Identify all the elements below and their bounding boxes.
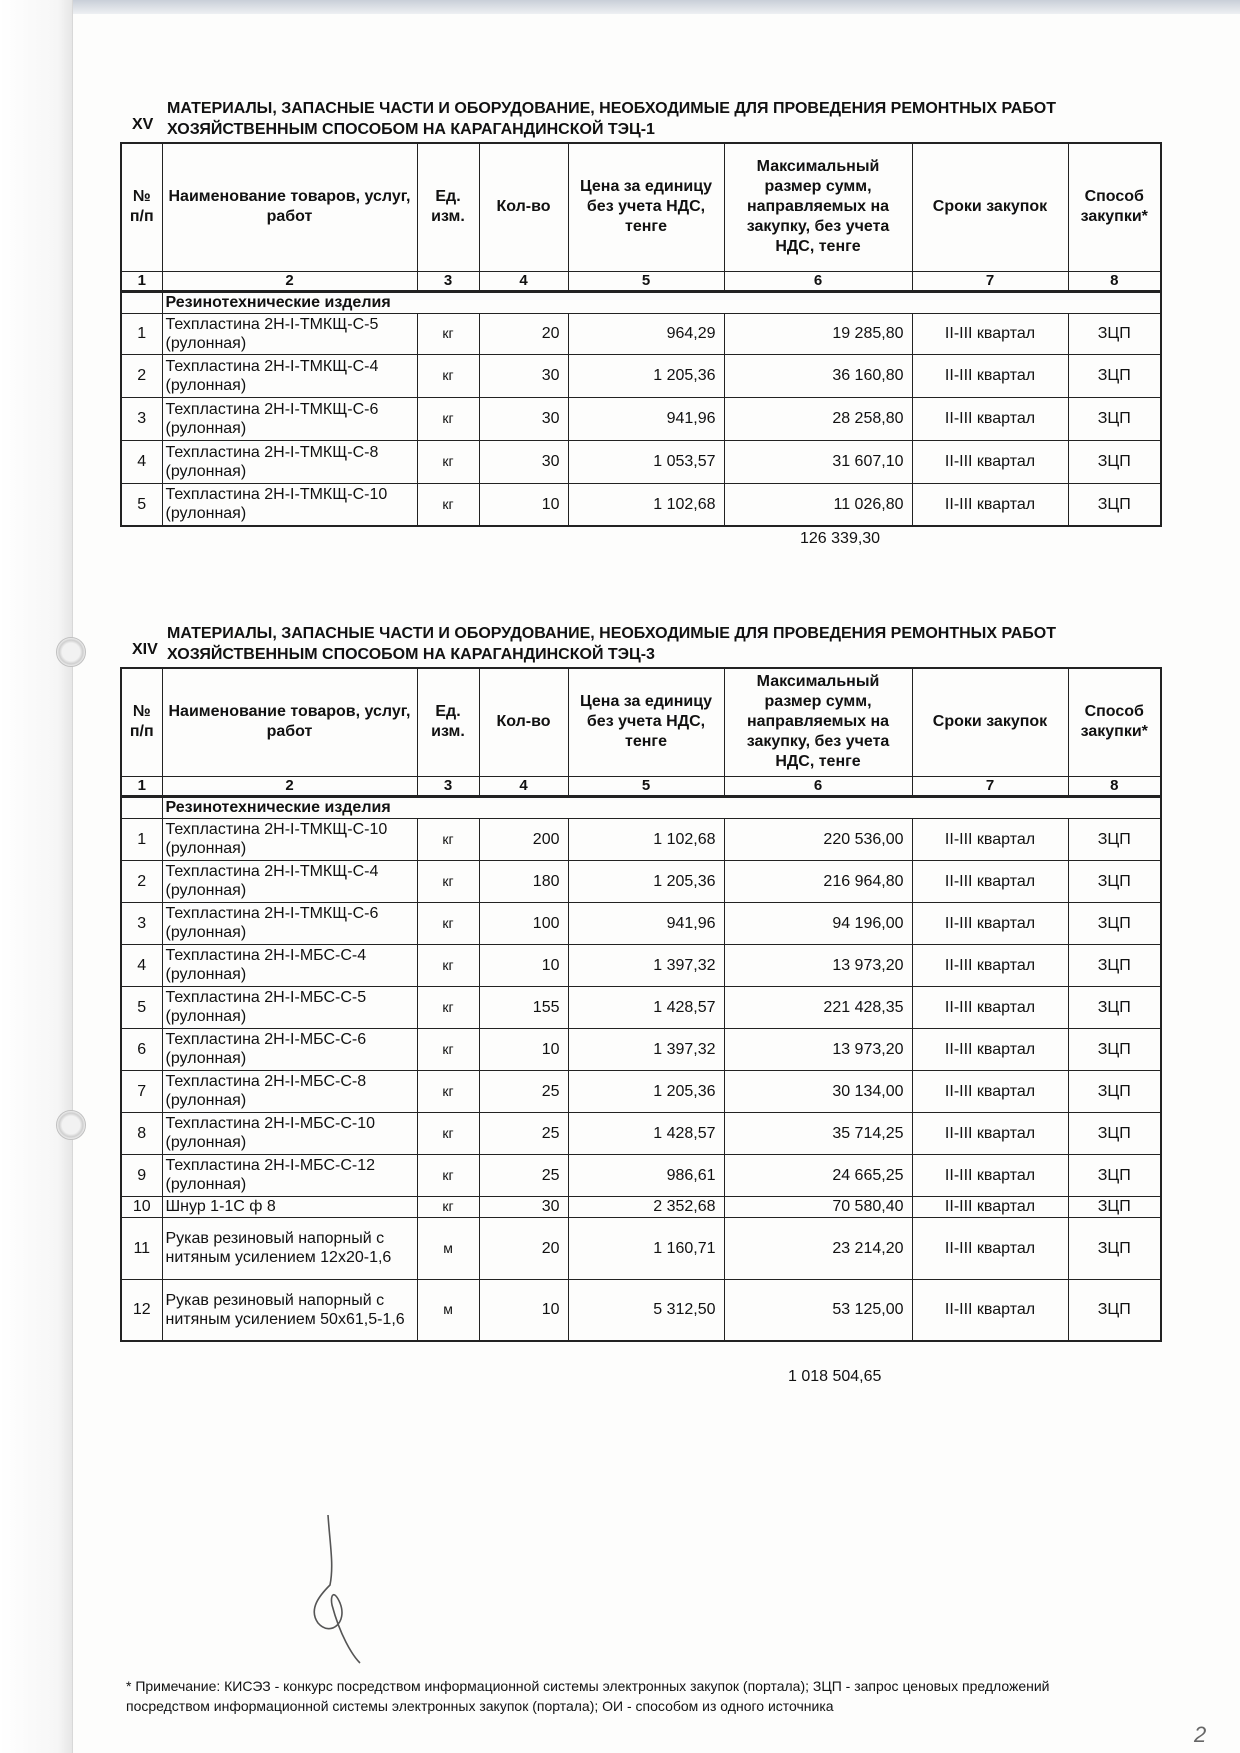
item-name: Техпластина 2Н-I-МБС-С-10 (рулонная) [162, 1112, 417, 1154]
col-period-header: Сроки закупок [912, 668, 1068, 776]
item-method: ЗЦП [1068, 313, 1161, 354]
table-row [121, 440, 1161, 483]
item-period: II-III квартал [912, 1070, 1068, 1112]
item-unit: кг [417, 860, 479, 902]
footnote: * Примечание: КИСЭЗ - конкурс посредством информационной системы электронных закупок (портала); ЗЦП - запрос ценовых предложений посредством информационной системы электронных закупок (портала); ОИ - способом из одного источника [126, 1678, 1050, 1714]
section-tec3 [120, 623, 1160, 1385]
item-unit-price: 941,96 [568, 397, 724, 440]
item-unit-price: 2 352,68 [568, 1196, 724, 1217]
col-sum-header: Максимальный размер сумм, направляемых на закупку, без учета НДС, тенге [724, 143, 912, 271]
item-name: Техпластина 2Н-I-ТМКЩ-С-8 (рулонная) [162, 440, 417, 483]
item-name: Рукав резиновый напорный с нитяным усилением 12х20-1,6 [162, 1217, 417, 1279]
item-period: II-III квартал [912, 397, 1068, 440]
item-quantity: 10 [479, 483, 568, 526]
table-row [121, 1217, 1161, 1279]
section-title-line1: МАТЕРИАЛЫ, ЗАПАСНЫЕ ЧАСТИ И ОБОРУДОВАНИЕ, НЕОБХОДИМЫЕ ДЛЯ ПРОВЕДЕНИЯ РЕМОНТНЫХ РАБОТ [167, 100, 1056, 117]
col-index: 2 [162, 776, 417, 796]
section-total: 1 018 504,65 [788, 1368, 882, 1385]
item-quantity: 100 [479, 902, 568, 944]
item-method: ЗЦП [1068, 1217, 1161, 1279]
item-max-sum: 216 964,80 [724, 860, 912, 902]
col-num-header: № п/п [121, 668, 162, 776]
item-name: Техпластина 2Н-I-МБС-С-12 (рулонная) [162, 1154, 417, 1196]
item-unit-price: 1 397,32 [568, 944, 724, 986]
item-quantity: 30 [479, 397, 568, 440]
item-method: ЗЦП [1068, 354, 1161, 397]
item-method: ЗЦП [1068, 944, 1161, 986]
item-unit-price: 1 102,68 [568, 483, 724, 526]
column-index-row [121, 776, 1161, 796]
row-number: 7 [121, 1070, 162, 1112]
col-price-header: Цена за единицу без учета НДС, тенге [568, 668, 724, 776]
table-row [121, 1070, 1161, 1112]
item-period: II-III квартал [912, 1154, 1068, 1196]
table-row [121, 313, 1161, 354]
item-period: II-III квартал [912, 1217, 1068, 1279]
row-number: 3 [121, 397, 162, 440]
row-number: 6 [121, 1028, 162, 1070]
table-row [121, 986, 1161, 1028]
row-number: 3 [121, 902, 162, 944]
item-period: II-III квартал [912, 1028, 1068, 1070]
row-number: 8 [121, 1112, 162, 1154]
row-number: 2 [121, 354, 162, 397]
row-number: 4 [121, 440, 162, 483]
item-period: II-III квартал [912, 902, 1068, 944]
item-max-sum: 31 607,10 [724, 440, 912, 483]
item-max-sum: 13 973,20 [724, 1028, 912, 1070]
header-row [121, 143, 1161, 271]
col-index: 6 [724, 776, 912, 796]
item-name: Шнур 1-1С ф 8 [162, 1196, 417, 1217]
item-max-sum: 221 428,35 [724, 986, 912, 1028]
item-period: II-III квартал [912, 860, 1068, 902]
item-max-sum: 19 285,80 [724, 313, 912, 354]
item-period: II-III квартал [912, 818, 1068, 860]
col-index: 1 [121, 776, 162, 796]
item-name: Техпластина 2Н-I-ТМКЩ-С-6 (рулонная) [162, 397, 417, 440]
item-quantity: 30 [479, 440, 568, 483]
col-method-header: Способ закупки* [1068, 668, 1161, 776]
item-max-sum: 36 160,80 [724, 354, 912, 397]
item-max-sum: 94 196,00 [724, 902, 912, 944]
item-unit-price: 1 205,36 [568, 860, 724, 902]
item-unit: м [417, 1217, 479, 1279]
procurement-table [120, 667, 1162, 1342]
table-row [121, 354, 1161, 397]
col-index: 5 [568, 776, 724, 796]
item-method: ЗЦП [1068, 397, 1161, 440]
item-method: ЗЦП [1068, 483, 1161, 526]
table-row [121, 1112, 1161, 1154]
col-index: 2 [162, 271, 417, 291]
item-unit: кг [417, 902, 479, 944]
row-number: 5 [121, 986, 162, 1028]
item-quantity: 10 [479, 944, 568, 986]
col-name-header: Наименование товаров, услуг, работ [162, 143, 417, 271]
item-max-sum: 23 214,20 [724, 1217, 912, 1279]
item-name: Техпластина 2Н-I-ТМКЩ-С-4 (рулонная) [162, 354, 417, 397]
item-quantity: 10 [479, 1279, 568, 1341]
group-cell-empty [121, 796, 162, 818]
item-period: II-III квартал [912, 1279, 1068, 1341]
item-max-sum: 53 125,00 [724, 1279, 912, 1341]
item-unit: кг [417, 354, 479, 397]
item-unit: кг [417, 440, 479, 483]
item-unit-price: 1 053,57 [568, 440, 724, 483]
item-name: Техпластина 2Н-I-МБС-С-6 (рулонная) [162, 1028, 417, 1070]
handwritten-signature [300, 1505, 390, 1665]
item-max-sum: 35 714,25 [724, 1112, 912, 1154]
item-max-sum: 13 973,20 [724, 944, 912, 986]
table-row [121, 1279, 1161, 1341]
item-unit: кг [417, 1196, 479, 1217]
item-unit: кг [417, 483, 479, 526]
item-name: Техпластина 2Н-I-ТМКЩ-С-10 (рулонная) [162, 818, 417, 860]
row-number: 2 [121, 860, 162, 902]
group-row [121, 291, 1161, 313]
item-period: II-III квартал [912, 483, 1068, 526]
item-name: Техпластина 2Н-I-ТМКЩ-С-10 (рулонная) [162, 483, 417, 526]
group-row [121, 796, 1161, 818]
table-row [121, 483, 1161, 526]
column-index-row [121, 271, 1161, 291]
row-number: 9 [121, 1154, 162, 1196]
item-method: ЗЦП [1068, 1028, 1161, 1070]
item-name: Техпластина 2Н-I-ТМКЩ-С-4 (рулонная) [162, 860, 417, 902]
item-unit-price: 1 428,57 [568, 1112, 724, 1154]
section-total: 126 339,30 [800, 530, 881, 547]
item-unit-price: 1 160,71 [568, 1217, 724, 1279]
section-title-line1: МАТЕРИАЛЫ, ЗАПАСНЫЕ ЧАСТИ И ОБОРУДОВАНИЕ, НЕОБХОДИМЫЕ ДЛЯ ПРОВЕДЕНИЯ РЕМОНТНЫХ РАБОТ [167, 625, 1056, 642]
scan-left-margin [0, 0, 73, 1753]
table-row [121, 902, 1161, 944]
item-unit: кг [417, 818, 479, 860]
section-number: XIV [132, 641, 158, 658]
item-quantity: 155 [479, 986, 568, 1028]
table-row [121, 1196, 1161, 1217]
item-period: II-III квартал [912, 944, 1068, 986]
col-index: 8 [1068, 776, 1161, 796]
item-max-sum: 24 665,25 [724, 1154, 912, 1196]
item-max-sum: 11 026,80 [724, 483, 912, 526]
col-index: 3 [417, 271, 479, 291]
item-unit-price: 1 397,32 [568, 1028, 724, 1070]
item-max-sum: 220 536,00 [724, 818, 912, 860]
group-cell-empty [121, 291, 162, 313]
item-unit: кг [417, 1028, 479, 1070]
item-quantity: 20 [479, 1217, 568, 1279]
section-title-line2: ХОЗЯЙСТВЕННЫМ СПОСОБОМ НА КАРАГАНДИНСКОЙ ТЭЦ-3 [167, 646, 655, 663]
item-unit-price: 5 312,50 [568, 1279, 724, 1341]
col-price-header: Цена за единицу без учета НДС, тенге [568, 143, 724, 271]
item-unit: кг [417, 1070, 479, 1112]
item-quantity: 200 [479, 818, 568, 860]
table-row [121, 1154, 1161, 1196]
item-method: ЗЦП [1068, 1154, 1161, 1196]
item-unit-price: 1 205,36 [568, 354, 724, 397]
item-period: II-III квартал [912, 313, 1068, 354]
item-unit-price: 1 205,36 [568, 1070, 724, 1112]
col-name-header: Наименование товаров, услуг, работ [162, 668, 417, 776]
table-row [121, 818, 1161, 860]
item-method: ЗЦП [1068, 1070, 1161, 1112]
col-index: 4 [479, 776, 568, 796]
item-max-sum: 30 134,00 [724, 1070, 912, 1112]
item-unit: кг [417, 1154, 479, 1196]
punch-hole [56, 637, 86, 667]
section-title [167, 98, 1056, 140]
item-quantity: 10 [479, 1028, 568, 1070]
item-method: ЗЦП [1068, 860, 1161, 902]
table-row [121, 397, 1161, 440]
col-index: 3 [417, 776, 479, 796]
section-number: XV [132, 116, 154, 133]
item-period: II-III квартал [912, 1112, 1068, 1154]
page-number: 2 [1194, 1722, 1207, 1747]
table-row [121, 860, 1161, 902]
procurement-table [120, 142, 1162, 527]
item-method: ЗЦП [1068, 986, 1161, 1028]
col-index: 5 [568, 271, 724, 291]
item-name: Техпластина 2Н-I-МБС-С-4 (рулонная) [162, 944, 417, 986]
col-index: 6 [724, 271, 912, 291]
scan-top-edge [0, 0, 1240, 14]
col-method-header: Способ закупки* [1068, 143, 1161, 271]
col-index: 7 [912, 271, 1068, 291]
col-qty-header: Кол-во [479, 668, 568, 776]
row-number: 12 [121, 1279, 162, 1341]
item-period: II-III квартал [912, 354, 1068, 397]
row-number: 5 [121, 483, 162, 526]
item-name: Техпластина 2Н-I-МБС-С-8 (рулонная) [162, 1070, 417, 1112]
col-period-header: Сроки закупок [912, 143, 1068, 271]
table-row [121, 944, 1161, 986]
item-method: ЗЦП [1068, 902, 1161, 944]
item-unit-price: 941,96 [568, 902, 724, 944]
table-row [121, 1028, 1161, 1070]
item-quantity: 25 [479, 1112, 568, 1154]
item-quantity: 25 [479, 1154, 568, 1196]
section-tec1 [120, 98, 1160, 547]
item-method: ЗЦП [1068, 818, 1161, 860]
item-period: II-III квартал [912, 440, 1068, 483]
col-num-header: № п/п [121, 143, 162, 271]
item-unit-price: 964,29 [568, 313, 724, 354]
item-quantity: 30 [479, 1196, 568, 1217]
section-header [120, 623, 1160, 667]
col-sum-header: Максимальный размер сумм, направляемых на закупку, без учета НДС, тенге [724, 668, 912, 776]
item-method: ЗЦП [1068, 1196, 1161, 1217]
item-unit-price: 986,61 [568, 1154, 724, 1196]
item-period: II-III квартал [912, 1196, 1068, 1217]
item-quantity: 180 [479, 860, 568, 902]
section-title [167, 623, 1056, 665]
item-quantity: 30 [479, 354, 568, 397]
item-unit: кг [417, 313, 479, 354]
group-label: Резинотехнические изделия [162, 291, 1161, 313]
col-index: 1 [121, 271, 162, 291]
section-header [120, 98, 1160, 142]
item-name: Техпластина 2Н-I-МБС-С-5 (рулонная) [162, 986, 417, 1028]
item-period: II-III квартал [912, 986, 1068, 1028]
col-unit-header: Ед. изм. [417, 143, 479, 271]
item-unit: кг [417, 1112, 479, 1154]
item-method: ЗЦП [1068, 440, 1161, 483]
item-method: ЗЦП [1068, 1279, 1161, 1341]
item-name: Техпластина 2Н-I-ТМКЩ-С-5 (рулонная) [162, 313, 417, 354]
group-label: Резинотехнические изделия [162, 796, 1161, 818]
col-index: 4 [479, 271, 568, 291]
section-title-line2: ХОЗЯЙСТВЕННЫМ СПОСОБОМ НА КАРАГАНДИНСКОЙ ТЭЦ-1 [167, 121, 655, 138]
item-unit: кг [417, 397, 479, 440]
header-row [121, 668, 1161, 776]
col-index: 8 [1068, 271, 1161, 291]
row-number: 4 [121, 944, 162, 986]
item-name: Техпластина 2Н-I-ТМКЩ-С-6 (рулонная) [162, 902, 417, 944]
row-number: 11 [121, 1217, 162, 1279]
item-quantity: 25 [479, 1070, 568, 1112]
row-number: 1 [121, 313, 162, 354]
row-number: 10 [121, 1196, 162, 1217]
item-unit: кг [417, 986, 479, 1028]
item-max-sum: 28 258,80 [724, 397, 912, 440]
col-unit-header: Ед. изм. [417, 668, 479, 776]
item-max-sum: 70 580,40 [724, 1196, 912, 1217]
punch-hole [56, 1110, 86, 1140]
item-unit-price: 1 428,57 [568, 986, 724, 1028]
row-number: 1 [121, 818, 162, 860]
col-qty-header: Кол-во [479, 143, 568, 271]
item-unit-price: 1 102,68 [568, 818, 724, 860]
item-method: ЗЦП [1068, 1112, 1161, 1154]
item-unit: м [417, 1279, 479, 1341]
item-unit: кг [417, 944, 479, 986]
col-index: 7 [912, 776, 1068, 796]
item-name: Рукав резиновый напорный с нитяным усилением 50х61,5-1,6 [162, 1279, 417, 1341]
item-quantity: 20 [479, 313, 568, 354]
